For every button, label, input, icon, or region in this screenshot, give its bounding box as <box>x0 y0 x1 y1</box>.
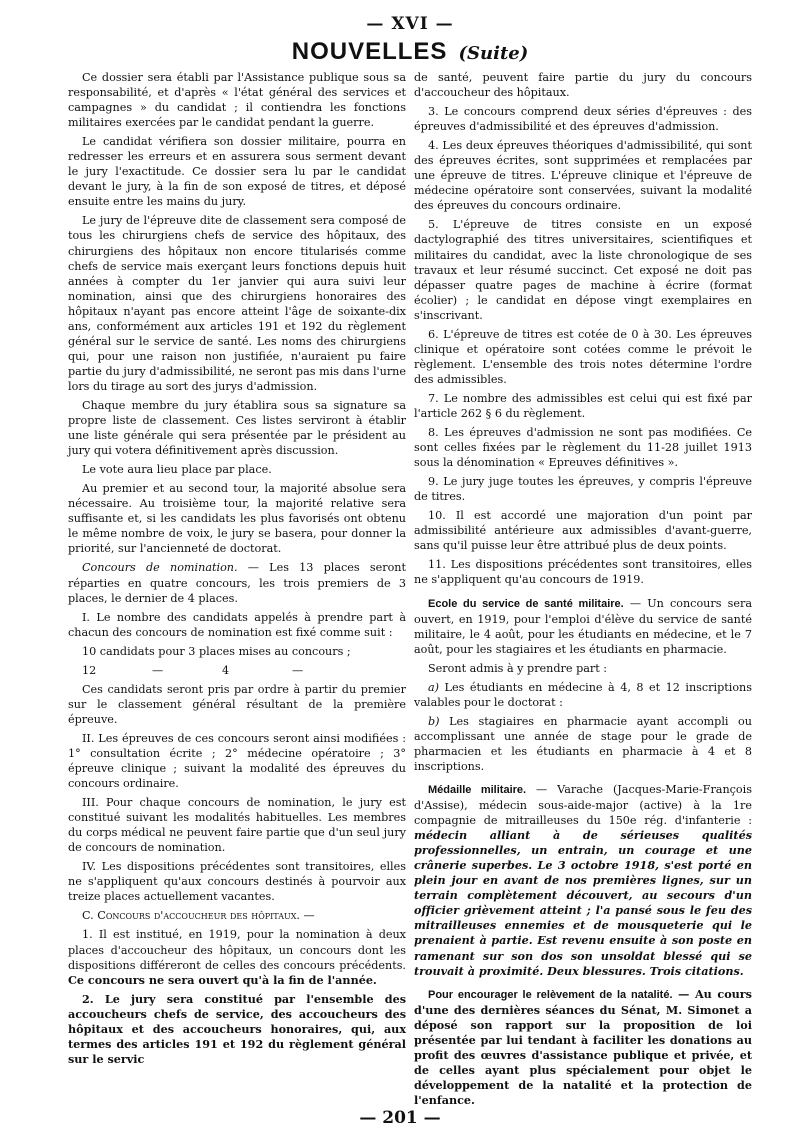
places-count: 4 <box>222 663 230 677</box>
paragraph-text: Les étudiants en médecine à 4, 8 et 12 inscriptions valables pour le doctorat : <box>414 680 752 709</box>
page-number: — 201 — <box>359 1108 441 1128</box>
paragraph-text: — Un concours sera ouvert, en 1919, pour l'emploi d'élève du service de santé militaire, le 4 août, pour les étudiants en médecine, et le 7 août, pour les stagiaires et les étudiants en pharmacie. <box>414 596 752 656</box>
paragraph: 6. L'épreuve de titres est cotée de 0 à 30. Les épreuves clinique et opératoire sont cotées comme le prévoit le règlement. L'ensemble des trois notes détermine l'ordre des admissibles. <box>414 327 752 386</box>
paragraph: 2. Le jury sera constitué par l'ensemble des accoucheurs chefs de service, des accoucheurs des hôpitaux et des accoucheurs honoraires, qui, aux termes des articles 191 et 192 du règlement général sur le servic <box>68 991 406 1066</box>
paragraph: 8. Les épreuves d'admission ne sont pas modifiées. Ce sont celles fixées par le règlement du 11-28 juillet 1913 sous la dénomination « Epreuves définitives ». <box>414 426 752 470</box>
paragraph: Le candidat vérifiera son dossier militaire, pourra en redresser les erreurs et en assurera sous serment devant le jury l'exactitude. Ce dossier sera lu par le candidat devant le jury, à la fin de son exposé de titres, et déposé ensuite entre les mains du jury. <box>68 135 406 209</box>
candidates-row <box>68 663 406 678</box>
article-columns <box>68 70 752 1112</box>
paragraph: 4. Les deux épreuves théoriques d'admissibilité, qui sont des épreuves écrites, sont supprimées et remplacées par une épreuve de titres. L'épreuve clinique et l'épreuve de médecine opératoire sont conservées, suivant la modalité des épreuves du concours ordinaire. <box>414 139 752 213</box>
paragraph-text: — Les 13 places seront réparties en quatre concours, les trois premiers de 3 places, le dernier de 4 places. <box>68 561 407 605</box>
subheading-italic: Concours de nomination. <box>82 561 238 575</box>
paragraph: Chaque membre du jury établira sous sa signature sa propre liste de classement. Ces listes serviront à établir une liste générale qui sera présentée par le président au jury qui votera définitivement après discussion. <box>68 398 406 458</box>
news-item-medaille <box>414 782 752 979</box>
list-label: b) <box>428 714 440 728</box>
paragraph: 10 candidats pour 3 places mises au concours ; <box>82 644 351 658</box>
news-lead: Ecole du service de santé militaire. <box>428 597 624 610</box>
news-lead: Médaille militaire. <box>428 784 527 797</box>
paragraph: 5. L'épreuve de titres consiste en un exposé dactylographié des titres universitaires, scientifiques et militaires du candidat, avec la liste chronologique de ses travaux et leur résumé succinct. Cet exposé ne doit pas dépasser quatre pages de machine à écrire (format écolier) ; le candidat en dépose vingt exemplaires en s'inscrivant. <box>414 218 752 322</box>
left-column <box>68 70 406 1112</box>
paragraph: 10. Il est accordé une majoration d'un point par admissibilité antérieure aux admissibles d'avant-guerre, sans qu'il puisse leur être attribué plus de deux points. <box>414 509 752 553</box>
paragraph-text: 1. Il est institué, en 1919, pour la nomination à deux places d'accoucheur des hôpitaux, un concours dont les dispositions différeront de celles des concours précédents. <box>68 928 406 972</box>
paragraph: 3. Le concours comprend deux séries d'épreuves : des épreuves d'admissibilité et des épreuves d'admission. <box>414 105 752 134</box>
citation-text: médecin alliant à de sérieuses qualités professionnelles, un entrain, un courage et une crânerie superbes. Le 3 octobre 1918, s'est porté en plein jour en avant de nos premières lignes, sur un terrain complètement découvert, au secours d'un officier grièvement atteint ; l'a pansé sous le feu des mitrailleuses ennemies et de mousqueterie qui le prenaient à partie. Est revenu ensuite à son poste en ramenant sur son dos son unsoldat blessé qui se trouvait à proximité. Deux blessures. Trois citations. <box>414 828 752 978</box>
roman-page-marker: — XVI — <box>366 14 454 34</box>
paragraph <box>68 927 406 987</box>
list-item <box>414 714 752 774</box>
subheading: C. Concours d'accoucheur des hôpitaux. — <box>82 909 315 923</box>
paragraph: Le jury de l'épreuve dite de classement sera composé de tous les chirurgiens chefs de service des hôpitaux, des chirurgiens des hôpitaux non encore titularisés comme chefs de service mais exerçant leurs fonctions depuis huit années à compter du 1er janvier qui aura suivi leur nomination, ainsi que des chirurgiens honoraires des hôpitaux n'ayant pas encore atteint l'âge de soixante-dix ans, conformément aux articles 191 et 192 du règlement général sur le service de santé. Les noms des chirurgiens qui, pour une raison non justifiée, n'auraient pu faire partie du jury d'admissibilité, ne seront pas mis dans l'urne lors du tirage au sort des jurys d'admission. <box>68 214 406 393</box>
section-header <box>68 38 752 68</box>
paragraph <box>68 560 406 605</box>
paragraph: 11. Les dispositions précédentes sont transitoires, elles ne s'appliquent qu'au concours de 1919. <box>414 558 752 587</box>
ditto-mark: — <box>152 663 164 677</box>
section-title: NOUVELLES <box>291 38 448 65</box>
paragraph: II. Les épreuves de ces concours seront ainsi modifiées : 1° consultation écrite ; 2° médecine opératoire ; 3° épreuve clinique ; suivant la modalité des épreuves du concours ordinaire. <box>68 731 406 791</box>
right-column <box>414 70 752 1112</box>
paragraph: Ce dossier sera établi par l'Assistance publique sous sa responsabilité, et d'après « l'état général des services et campagnes » du candidat ; il contiendra les fonctions militaires exercées par le candidat pendant la guerre. <box>68 71 406 130</box>
paragraph: 9. Le jury juge toutes les épreuves, y compris l'épreuve de titres. <box>414 475 752 504</box>
paragraph: Le vote aura lieu place par place. <box>82 463 272 477</box>
paragraph: Seront admis à y prendre part : <box>428 661 608 675</box>
paragraph-text: — Varache (Jacques-Marie-François d'Assise), médecin sous-aide-major (active) à la 1re compagnie de mitrailleuses du 150e rég. d'infanterie : <box>414 783 752 828</box>
paragraph: de santé, peuvent faire partie du jury du concours d'accoucheur des hôpitaux. <box>414 71 752 100</box>
emphasis-text: Ce concours ne sera ouvert qu'à la fin de l'année. <box>68 972 377 987</box>
ditto-mark: — <box>292 663 304 677</box>
news-item-natalite <box>414 987 752 1108</box>
paragraph: I. Le nombre des candidats appelés à prendre part à chacun des concours de nomination est fixé comme suit : <box>68 610 406 639</box>
paragraph-text: Les stagiaires en pharmacie ayant accompli ou accomplissant une année de stage pour le grade de pharmacien et les étudiants en pharmacie à 4 et 8 inscriptions. <box>414 714 752 773</box>
paragraph-text: — Au cours d'une des dernières séances du Sénat, M. Simonet a déposé son rapport sur la proposition de loi présentée par lui tendant à faciliter les donations au profit des œuvres d'assistance publique et privée, et de celles ayant plus spécialement pour objet le développement de la natalité et la protection de l'enfance. <box>414 986 752 1107</box>
paragraph: Ces candidats seront pris par ordre à partir du premier sur le classement général résultant de la première épreuve. <box>68 682 406 726</box>
paragraph: III. Pour chaque concours de nomination, le jury est constitué suivant les modalités habituelles. Les membres du corps médical ne peuvent faire partie que d'un seul jury de concours de nomination. <box>68 796 406 855</box>
news-lead: Pour encourager le relèvement de la natalité. <box>428 988 673 1001</box>
candidates-count: 12 <box>82 663 97 677</box>
section-title-suffix: (Suite) <box>458 43 529 64</box>
news-item-ecole <box>414 596 752 657</box>
paragraph: IV. Les dispositions précédentes sont transitoires, elles ne s'appliquent qu'aux concours destinés à pourvoir aux treize places actuellement vacantes. <box>68 860 406 904</box>
paragraph: 7. Le nombre des admissibles est celui qui est fixé par l'article 262 § 6 du règlement. <box>414 391 752 420</box>
list-item <box>414 680 752 710</box>
list-label: a) <box>428 680 440 694</box>
paragraph: Au premier et au second tour, la majorité absolue sera nécessaire. Au troisième tour, la majorité relative sera suffisante et, si les candidats les plus favorisés ont obtenu le même nombre de voix, le jury se basera, pour donner la priorité, sur l'ancienneté de doctorat. <box>68 482 406 556</box>
